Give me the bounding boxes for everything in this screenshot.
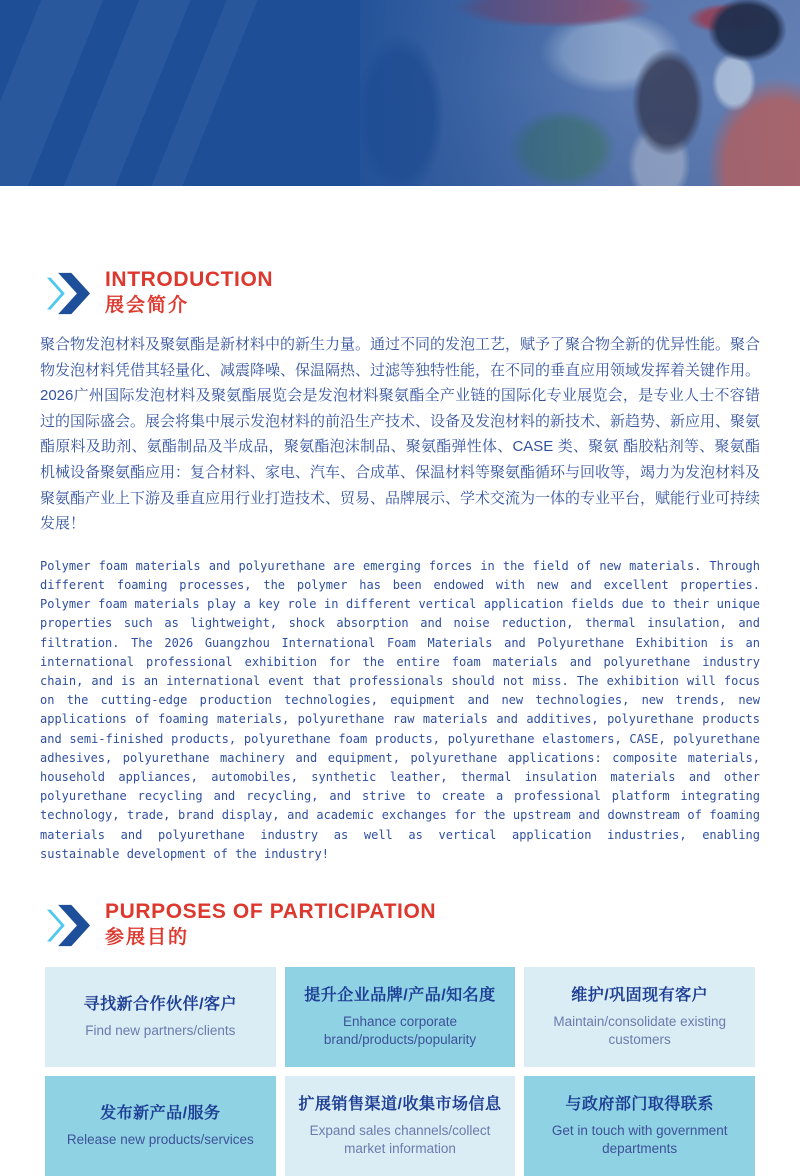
intro-paragraph-en: Polymer foam materials and polyurethane are emerging forces in the field of new materials. Through different foaming processes, the polymer has been endowed with new and excellent properties. Polymer foam materials play a key role in different vertical application fields due to their unique properties such as lightweight, shock absorption and noise reduction, thermal insulation, and filtration. The 2026 Guangzhou International Foam Materials and Polyurethane Exhibition is an international professional exhibition for the entire foam materials and polyurethane industry chain, and is an international event that professionals should not miss. The exhibition will focus on the cutting-edge production technologies, equipment and new technologies, new trends, new applications of foaming materials, polyurethane raw materials and additives, polyurethane products and semi-finished products, polyurethane foam products, polyurethane elastomers, CASE, polyurethane adhesives, polyurethane machinery and equipment, polyurethane applications: composite materials, household appliances, automobiles, synthetic leather, thermal insulation materials and other polyurethane recycling and recycling, and strive to create a professional platform integrating technology, trade, brand display, and academic exchanges for the upstream and downstream of foaming materials and polyurethane industry as well as vertical application industries, enabling sustainable development of the industry! xyxy=(40,558,760,861)
purpose-card-title: 扩展销售渠道/收集市场信息 xyxy=(298,1095,502,1113)
purpose-card-title: 提升企业品牌/产品/知名度 xyxy=(304,986,496,1004)
purpose-card-title: 维护/巩固现有客户 xyxy=(571,986,709,1004)
purpose-card-subtitle: Expand sales channels/collect market information xyxy=(309,1122,491,1156)
purpose-card xyxy=(45,1076,276,1176)
purposes-section-header xyxy=(45,900,755,950)
purpose-card xyxy=(45,967,276,1067)
purpose-card xyxy=(285,967,516,1067)
intro-section xyxy=(0,268,800,864)
purpose-card-subtitle: Get in touch with government departments xyxy=(551,1122,728,1156)
intro-title-en: INTRODUCTION xyxy=(105,268,274,291)
purposes-section xyxy=(0,900,800,1176)
purpose-card-subtitle: Find new partners/clients xyxy=(85,1022,236,1038)
purpose-card-title: 寻找新合作伙伴/客户 xyxy=(83,995,238,1013)
purpose-cards-grid xyxy=(45,967,755,1176)
hero-banner xyxy=(0,0,800,186)
purpose-card-subtitle: Enhance corporate brand/products/popularity xyxy=(323,1013,477,1047)
double-chevron-icon xyxy=(45,903,92,948)
intro-title-zh: 展会简介 xyxy=(105,295,190,316)
intro-section-header xyxy=(45,268,755,318)
purposes-title-zh: 参展目的 xyxy=(105,927,190,948)
hero-diagonal-stripes xyxy=(0,0,440,186)
purposes-title-en: PURPOSES OF PARTICIPATION xyxy=(105,900,437,923)
purpose-card-subtitle: Release new products/services xyxy=(66,1131,254,1147)
purpose-card xyxy=(524,967,755,1067)
double-chevron-icon xyxy=(45,271,92,316)
purpose-card-subtitle: Maintain/consolidate existing customers xyxy=(553,1013,726,1047)
purpose-card-title: 发布新产品/服务 xyxy=(100,1104,221,1122)
purposes-section-titles xyxy=(105,900,436,950)
purpose-card xyxy=(524,1076,755,1176)
intro-section-titles xyxy=(105,268,273,318)
purpose-card-title: 与政府部门取得联系 xyxy=(565,1095,714,1113)
intro-paragraph-zh: 聚合物发泡材料及聚氨酯是新材料中的新生力量。通过不同的发泡工艺，赋予了聚合物全新的优异性能。聚合物发泡材料凭借其轻量化、减震降噪、保温隔热、过滤等独特性能，在不同的垂直应用领域发挥着关键作用。2026广州国际发泡材料及聚氨酯展览会是发泡材料聚氨酯全产业链的国际化专业展览会，是专业人士不容错过的国际盛会。展会将集中展示发泡材料的前沿生产技术、设备及发泡材料的新技术、新趋势、新应用、聚氨酯原料及助剂、氨酯制品及半成品，聚氨酯泡沫制品、聚氨酯弹性体、CASE 类、聚氨 酯胶粘剂等、聚氨酯机械设备聚氨酯应用：复合材料、家电、汽车、合成革、保温材料等聚氨酯循环与回收等，竭力为发泡材料及聚氨酯产业上下游及垂直应用行业打造技术、贸易、品牌展示、学术交流为一体的专业平台，赋能行业可持续发展！ xyxy=(40,336,761,533)
purpose-card xyxy=(285,1076,516,1176)
